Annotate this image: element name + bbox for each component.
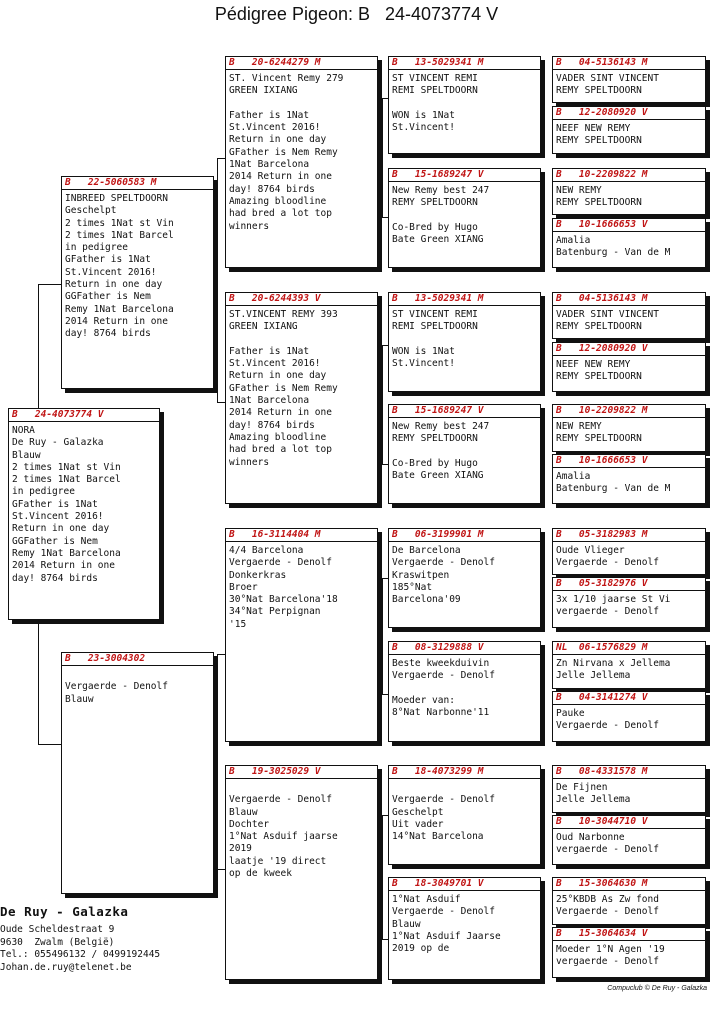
pigeon-description: Moeder 1°N Agen '19 vergaerde - Denolf [556, 944, 665, 968]
pigeon-description: 4/4 Barcelona Vergaerde - Denolf Donkerkras Broer 30°Nat Barcelona'18 34°Nat Perpignan '15 [229, 545, 338, 630]
ggg-parent-card [552, 577, 706, 628]
ring-number: B 24-4073774 V [9, 409, 159, 422]
ggg-parent-card [552, 691, 706, 742]
connector-line [382, 578, 383, 695]
ring-number: B 12-2080920 V [553, 107, 705, 120]
ring-number: B 10-2209822 M [553, 169, 705, 182]
pigeon-description: Amalia Batenburg - Van de M [556, 471, 671, 495]
ggg-parent-card [552, 454, 706, 504]
ring-number: B 15-3064630 M [553, 878, 705, 891]
pigeon-description: NEW REMY REMY SPELTDOORN [556, 421, 642, 445]
ring-number: B 10-2209822 M [553, 405, 705, 418]
ring-number: B 08-4331578 M [553, 766, 705, 779]
ggg-parent-card [552, 815, 706, 865]
pigeon-description: Oud Narbonne vergaerde - Denolf [556, 832, 659, 856]
breeder-city: 9630 Zwalm (België) [0, 936, 115, 948]
pigeon-description: Pauke Vergaerde - Denolf [556, 708, 659, 732]
pigeon-description: NEEF NEW REMY REMY SPELTDOORN [556, 123, 642, 147]
pigeon-description: ST.VINCENT REMY 393 GREEN IXIANG Father is 1Nat St.Vincent 2016! Return in one day GFather is Nem Remy 1Nat Barcelona 2014 Return in one day! 8764 birds Amazing bloodline had bred a lot top winners [229, 309, 338, 468]
pigeon-description: NORA De Ruy - Galazka Blauw 2 times 1Nat st Vin 2 times 1Nat Barcel in pedigree GFather is 1Nat St.Vincent 2016! Return in one day GGFather is Nem Remy 1Nat Barcelona 2014 Return in one day! 8764 birds [12, 425, 121, 584]
subject-pigeon-card [8, 408, 160, 620]
ring-number: B 06-3199901 M [389, 529, 540, 542]
pigeon-description: Amalia Batenburg - Van de M [556, 235, 671, 259]
ring-number: B 04-5136143 M [553, 293, 705, 306]
pigeon-description: 1°Nat Asduif Vergaerde - Denolf Blauw 1°Nat Asduif Jaarse 2019 op de [392, 894, 501, 955]
ring-number: B 13-5029341 M [389, 57, 540, 70]
ring-number: B 23-3004302 [62, 653, 213, 666]
ring-number: B 12-2080920 V [553, 343, 705, 356]
ring-number: B 10-1666653 V [553, 219, 705, 232]
pigeon-description: De Barcelona Vergaerde - Denolf Kraswitpen 185°Nat Barcelona'09 [392, 545, 495, 606]
pigeon-description: VADER SINT VINCENT REMY SPELTDOORN [556, 309, 659, 333]
pigeon-description: New Remy best 247 REMY SPELTDOORN Co-Bred by Hugo Bate Green XIANG [392, 421, 490, 482]
grandparent-card [225, 56, 378, 268]
ggg-parent-card [552, 342, 706, 392]
copyright-footer: Compuclub © De Ruy - Galazka [607, 985, 707, 992]
ggg-parent-card [552, 218, 706, 268]
page-title: Pédigree Pigeon: B 24-4073774 V [214, 4, 499, 24]
ring-number: B 10-1666653 V [553, 455, 705, 468]
ggg-parent-card [552, 404, 706, 452]
mother-card [61, 652, 214, 894]
pigeon-description: Vergaerde - Denolf Blauw [65, 681, 168, 705]
ring-number: B 08-3129888 V [389, 642, 540, 655]
pigeon-description: ST VINCENT REMI REMI SPELTDOORN WON is 1Nat St.Vincent! [392, 73, 478, 134]
breeder-info [0, 904, 220, 974]
connector-line [382, 345, 383, 465]
connector-line [38, 744, 62, 745]
ring-number: B 13-5029341 M [389, 293, 540, 306]
connector-line [38, 284, 62, 285]
great-grandparent-card [388, 641, 541, 742]
great-grandparent-card [388, 877, 541, 980]
ring-number: B 22-5060583 M [62, 177, 213, 190]
ggg-parent-card [552, 877, 706, 925]
ring-number: B 05-3182976 V [553, 578, 705, 591]
great-grandparent-card [388, 528, 541, 628]
connector-line [217, 158, 218, 403]
ring-number: B 15-3064634 V [553, 928, 705, 941]
ggg-parent-card [552, 56, 706, 103]
ggg-parent-card [552, 168, 706, 215]
pigeon-description: 25°KBDB As Zw fond Vergaerde - Denolf [556, 894, 659, 918]
grandparent-card [225, 292, 378, 504]
ggg-parent-card [552, 292, 706, 339]
ring-number: B 20-6244279 M [226, 57, 377, 70]
pigeon-description: INBREED SPELTDOORN Geschelpt 2 times 1Nat st Vin 2 times 1Nat Barcel in pedigree GFather is 1Nat St.Vincent 2016! Return in one day GGFather is Nem Remy 1Nat Barcelona 2014 Return in one day! 8764 birds [65, 193, 174, 340]
pigeon-description: VADER SINT VINCENT REMY SPELTDOORN [556, 73, 659, 97]
ggg-parent-card [552, 927, 706, 978]
pigeon-description: Zn Nirvana x Jellema Jelle Jellema [556, 658, 671, 682]
pigeon-description: NEEF NEW REMY REMY SPELTDOORN [556, 359, 642, 383]
great-grandparent-card [388, 168, 541, 268]
great-grandparent-card [388, 292, 541, 392]
breeder-name: De Ruy - Galazka [0, 904, 129, 919]
pigeon-description: New Remy best 247 REMY SPELTDOORN Co-Bred by Hugo Bate Green XIANG [392, 185, 490, 246]
pigeon-description: Vergaerde - Denolf Blauw Dochter 1°Nat Asduif jaarse 2019 laatje '19 direct op de kweek [229, 794, 338, 880]
ring-number: B 18-3049701 V [389, 878, 540, 891]
breeder-address: Oude Scheldestraat 9 [0, 924, 115, 935]
pigeon-description: 3x 1/10 jaarse St Vi vergaerde - Denolf [556, 594, 671, 618]
pigeon-description: Beste kweekduivin Vergaerde - Denolf Moeder van: 8°Nat Narbonne'11 [392, 658, 495, 719]
grandparent-card [225, 765, 378, 980]
pigeon-description: Vergaerde - Denolf Geschelpt Uit vader 14°Nat Barcelona [392, 794, 495, 843]
ggg-parent-card [552, 528, 706, 575]
ggg-parent-card [552, 641, 706, 689]
pigeon-description: NEW REMY REMY SPELTDOORN [556, 185, 642, 209]
breeder-email: Johan.de.ruy@telenet.be [0, 961, 132, 973]
connector-line [382, 815, 383, 940]
pigeon-description: De Fijnen Jelle Jellema [556, 782, 631, 806]
ring-number: B 04-3141274 V [553, 692, 705, 705]
ring-number: NL 06-1576829 M [553, 642, 705, 655]
ring-number: B 20-6244393 V [226, 293, 377, 306]
ring-number: B 19-3025029 V [226, 766, 377, 779]
pigeon-description: ST. Vincent Remy 279 GREEN IXIANG Father is 1Nat St.Vincent 2016! Return in one day GFather is Nem Remy 1Nat Barcelona 2014 Return in one day! 8764 birds Amazing bloodline had bred a lot top winners [229, 73, 344, 232]
ggg-parent-card [552, 106, 706, 154]
grandparent-card [225, 528, 378, 742]
ring-number: B 16-3114404 M [226, 529, 377, 542]
ring-number: B 15-1689247 V [389, 405, 540, 418]
father-card [61, 176, 214, 389]
pigeon-description: Oude Vlieger Vergaerde - Denolf [556, 545, 659, 569]
great-grandparent-card [388, 56, 541, 154]
ring-number: B 18-4073299 M [389, 766, 540, 779]
ring-number: B 05-3182983 M [553, 529, 705, 542]
ggg-parent-card [552, 765, 706, 813]
ring-number: B 10-3044710 V [553, 816, 705, 829]
great-grandparent-card [388, 765, 541, 865]
connector-line [382, 98, 383, 218]
breeder-phone: Tel.: 055496132 / 0499192445 [0, 949, 161, 960]
connector-line [38, 620, 39, 745]
great-grandparent-card [388, 404, 541, 504]
connector-line [217, 654, 218, 870]
pigeon-description: ST VINCENT REMI REMI SPELTDOORN WON is 1Nat St.Vincent! [392, 309, 478, 370]
connector-line [38, 284, 39, 414]
ring-number: B 04-5136143 M [553, 57, 705, 70]
ring-number: B 15-1689247 V [389, 169, 540, 182]
